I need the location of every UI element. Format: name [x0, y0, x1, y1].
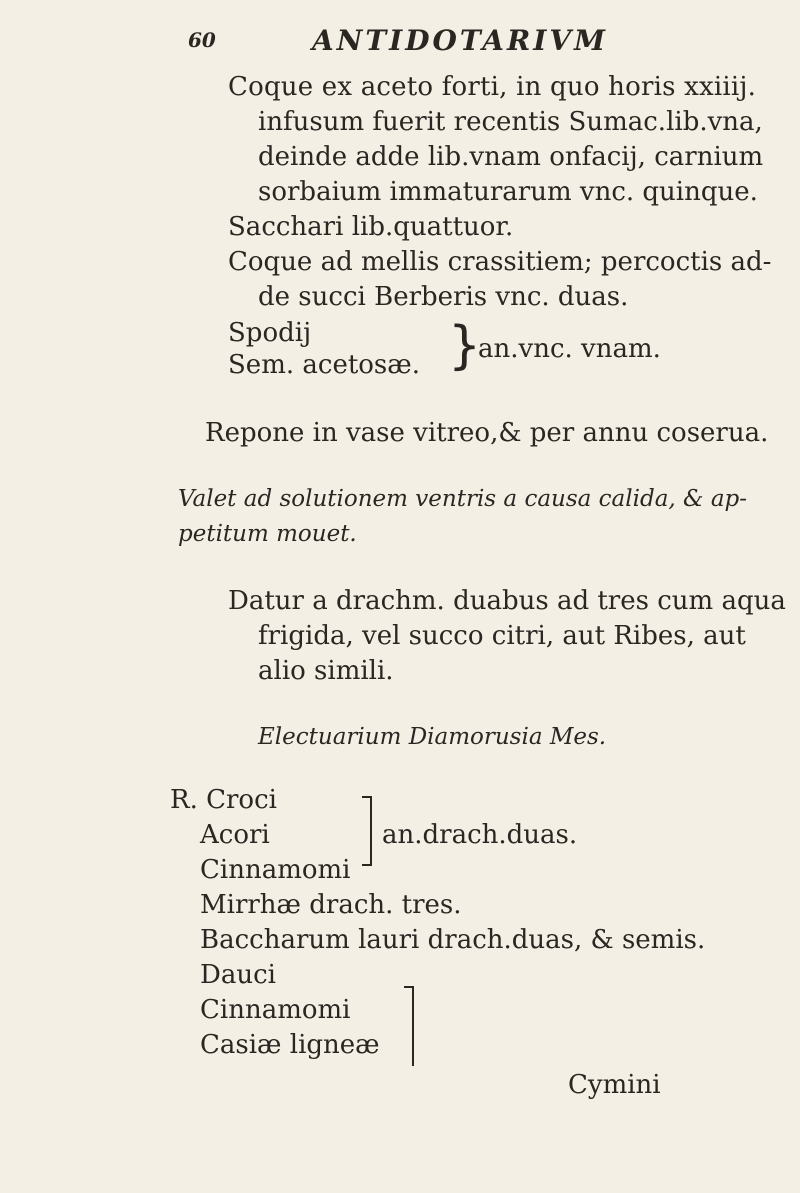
dose: an.drach.duas. [382, 820, 578, 850]
ingredient: Cinnamomi [200, 995, 351, 1025]
ingredient: Dauci [200, 960, 276, 990]
text-line: Repone in vase vitreo,& per annu coserua. [205, 418, 769, 448]
text-line: Datur a drachm. duabus ad tres cum aqua [228, 586, 786, 616]
text-line: infusum fuerit recentis Sumac.lib.vna, [258, 107, 763, 137]
text-line: de succi Berberis vnc. duas. [258, 282, 629, 312]
recipe-title: Electuarium Diamorusia Mes. [258, 724, 607, 750]
ingredient: Spodij [228, 318, 312, 348]
ingredient: R. Croci [170, 785, 277, 815]
text-line: deinde adde lib.vnam onfacij, carnium [258, 142, 764, 172]
bracket [370, 796, 372, 866]
ingredient: Cinnamomi [200, 855, 351, 885]
bracket [412, 986, 414, 1066]
ingredient: Sem. acetosæ. [228, 350, 420, 380]
ingredient: Acori [200, 820, 270, 850]
text-line: frigida, vel succo citri, aut Ribes, aut [258, 621, 746, 651]
page-number: 60 [188, 28, 216, 52]
text-line: sorbaium immaturarum vnc. quinque. [258, 177, 758, 207]
text-line: Coque ex aceto forti, in quo horis xxiiij. [228, 72, 757, 102]
brace: } [448, 316, 482, 376]
text-line: Mirrhæ drach. tres. [200, 890, 462, 920]
text-line: alio simili. [258, 656, 394, 686]
dose: an.vnc. vnam. [478, 334, 661, 364]
catchword: Cymini [568, 1070, 661, 1100]
text-line: Sacchari lib.quattuor. [228, 212, 514, 242]
text-line: Baccharum lauri drach.duas, & semis. [200, 925, 706, 955]
ingredient: Casiæ ligneæ [200, 1030, 380, 1060]
virtue-line: petitum mouet. [178, 521, 357, 547]
bracket [362, 864, 372, 866]
bracket [362, 796, 372, 798]
running-title: ANTIDOTARIVM [312, 24, 609, 57]
virtue-line: Valet ad solutionem ventris a causa calida, & ap- [178, 486, 748, 512]
text-line: Coque ad mellis crassitiem; percoctis ad- [228, 247, 772, 277]
bracket [404, 986, 414, 988]
